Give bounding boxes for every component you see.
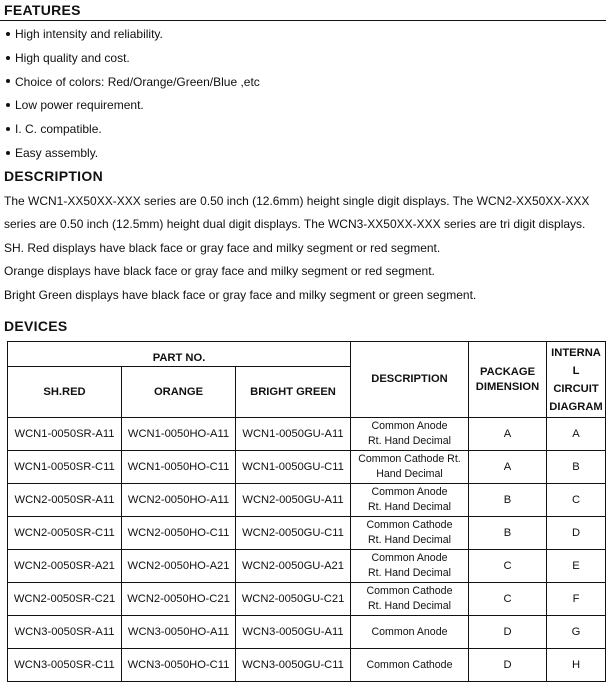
sh-red-part: WCN3-0050SR-A11 (8, 616, 122, 649)
bullet-icon (6, 151, 10, 155)
feature-text: Easy assembly. (15, 145, 99, 160)
description-header: DESCRIPTION (351, 342, 469, 418)
description-line2: Rt. Hand Decimal (367, 600, 451, 612)
description-line: The WCN1-XX50XX-XXX series are 0.50 inch (12.6mm) height single digit displays. The WCN2-XX50XX-XXX (4, 194, 590, 208)
sh-red-part: WCN2-0050SR-C11 (8, 517, 122, 550)
table-row (8, 451, 606, 484)
device-description (351, 517, 469, 550)
circuit-diagram: E (547, 550, 606, 583)
bullet-icon (6, 32, 10, 36)
package-dimension: C (469, 550, 547, 583)
description-line2: Rt. Hand Decimal (367, 567, 451, 579)
description-line1: Common Anode (371, 420, 448, 432)
bullet-icon (6, 56, 10, 60)
description-line1: Common Anode (371, 486, 448, 498)
device-description (351, 649, 469, 682)
bright-green-part: WCN3-0050GU-A11 (236, 616, 351, 649)
sh-red-part: WCN2-0050SR-C21 (8, 583, 122, 616)
orange-part: WCN1-0050HO-A11 (122, 418, 236, 451)
feature-text: Choice of colors: Red/Orange/Green/Blue ,etc (15, 74, 260, 89)
bullet-icon (6, 127, 10, 131)
feature-text: I. C. compatible. (15, 122, 102, 137)
device-description (351, 451, 469, 484)
devices-table (7, 341, 606, 682)
description-line: SH. Red displays have black face or gray face and milky segment or red segment. (4, 240, 441, 255)
description-line1: Common Cathode Rt. (358, 453, 461, 465)
sh-red-part: WCN2-0050SR-A11 (8, 484, 122, 517)
description-line2: Hand Decimal (376, 468, 443, 480)
internal-circuit-header (547, 342, 606, 418)
bright-green-part: WCN1-0050GU-C11 (236, 451, 351, 484)
devices-heading: DEVICES (4, 318, 68, 334)
package-dimension: D (469, 649, 547, 682)
circuit-diagram: A (547, 418, 606, 451)
orange-part: WCN2-0050HO-A11 (122, 484, 236, 517)
package-dimension: A (469, 451, 547, 484)
orange-part: WCN3-0050HO-C11 (122, 649, 236, 682)
features-rule (0, 20, 606, 21)
package-dimension: A (469, 418, 547, 451)
bright-green-part: WCN1-0050GU-A11 (236, 418, 351, 451)
circuit-header-line: INTERNA (551, 346, 601, 359)
bright-green-part: WCN2-0050GU-A21 (236, 550, 351, 583)
feature-item (6, 71, 260, 95)
description-line2: Rt. Hand Decimal (367, 501, 451, 513)
description-line: Bright Green displays have black face or gray face and milky segment or green segment. (4, 287, 477, 302)
description-line1: Common Anode (371, 625, 448, 638)
device-description (351, 484, 469, 517)
part-no-header: PART NO. (8, 342, 351, 367)
feature-text: High intensity and reliability. (15, 27, 163, 41)
orange-part: WCN1-0050HO-C11 (122, 451, 236, 484)
table-row (8, 484, 606, 517)
device-description (351, 616, 469, 649)
bright-green-part: WCN2-0050GU-A11 (236, 484, 351, 517)
bullet-icon (6, 103, 10, 107)
sh-red-part: WCN3-0050SR-C11 (8, 649, 122, 682)
bright-green-part: WCN3-0050GU-C11 (236, 649, 351, 682)
description-line2: Rt. Hand Decimal (367, 534, 451, 546)
description-line1: Common Anode (371, 552, 448, 564)
device-description (351, 418, 469, 451)
circuit-header-line: L (572, 364, 580, 377)
features-heading: FEATURES (4, 2, 81, 18)
bright-green-part: WCN2-0050GU-C21 (236, 583, 351, 616)
description-line1: Common Cathode (366, 585, 453, 597)
device-description (351, 550, 469, 583)
description-line1: Common Cathode (366, 658, 453, 671)
description-line: series are 0.50 inch (12.5mm) height dual digit displays. The WCN3-XX50XX-XXX series are tri digit displays. (4, 217, 586, 232)
sh-red-part: WCN2-0050SR-A21 (8, 550, 122, 583)
table-row (8, 583, 606, 616)
bright-green-part: WCN2-0050GU-C11 (236, 517, 351, 550)
bright-green-header: BRIGHT GREEN (236, 367, 351, 418)
description-line2: Rt. Hand Decimal (367, 435, 451, 447)
device-description (351, 583, 469, 616)
orange-part: WCN2-0050HO-A21 (122, 550, 236, 583)
circuit-diagram: F (547, 583, 606, 616)
description-line: Orange displays have black face or gray face and milky segment or red segment. (4, 264, 435, 279)
feature-text: High quality and cost. (15, 50, 130, 65)
package-header-line: DIMENSION (475, 380, 540, 393)
package-dimension: C (469, 583, 547, 616)
description-heading: DESCRIPTION (4, 168, 103, 184)
feature-item (6, 23, 260, 47)
table-row (8, 418, 606, 451)
feature-item (6, 142, 260, 166)
description-body (4, 190, 608, 307)
package-dimension: B (469, 517, 547, 550)
circuit-diagram: D (547, 517, 606, 550)
table-row (8, 649, 606, 682)
circuit-header-line: DIAGRAM (549, 400, 603, 413)
circuit-diagram: H (547, 649, 606, 682)
sh-red-part: WCN1-0050SR-C11 (8, 451, 122, 484)
sh-red-header: SH.RED (8, 367, 122, 418)
description-line1: Common Cathode (366, 519, 453, 531)
feature-text: Low power requirement. (15, 98, 144, 113)
package-dimension-header (469, 342, 547, 418)
package-dimension: D (469, 616, 547, 649)
circuit-diagram: B (547, 451, 606, 484)
feature-item (6, 94, 260, 118)
feature-item (6, 47, 260, 71)
circuit-diagram: G (547, 616, 606, 649)
bullet-icon (6, 79, 10, 83)
features-list (6, 23, 260, 166)
orange-header: ORANGE (122, 367, 236, 418)
table-row (8, 616, 606, 649)
package-dimension: B (469, 484, 547, 517)
table-row (8, 550, 606, 583)
circuit-diagram: C (547, 484, 606, 517)
feature-item (6, 118, 260, 142)
orange-part: WCN2-0050HO-C21 (122, 583, 236, 616)
package-header-line: PACKAGE (479, 365, 536, 378)
table-row (8, 517, 606, 550)
orange-part: WCN3-0050HO-A11 (122, 616, 236, 649)
table-header-row (8, 342, 606, 367)
orange-part: WCN2-0050HO-C11 (122, 517, 236, 550)
sh-red-part: WCN1-0050SR-A11 (8, 418, 122, 451)
circuit-header-line: CIRCUIT (553, 382, 599, 395)
